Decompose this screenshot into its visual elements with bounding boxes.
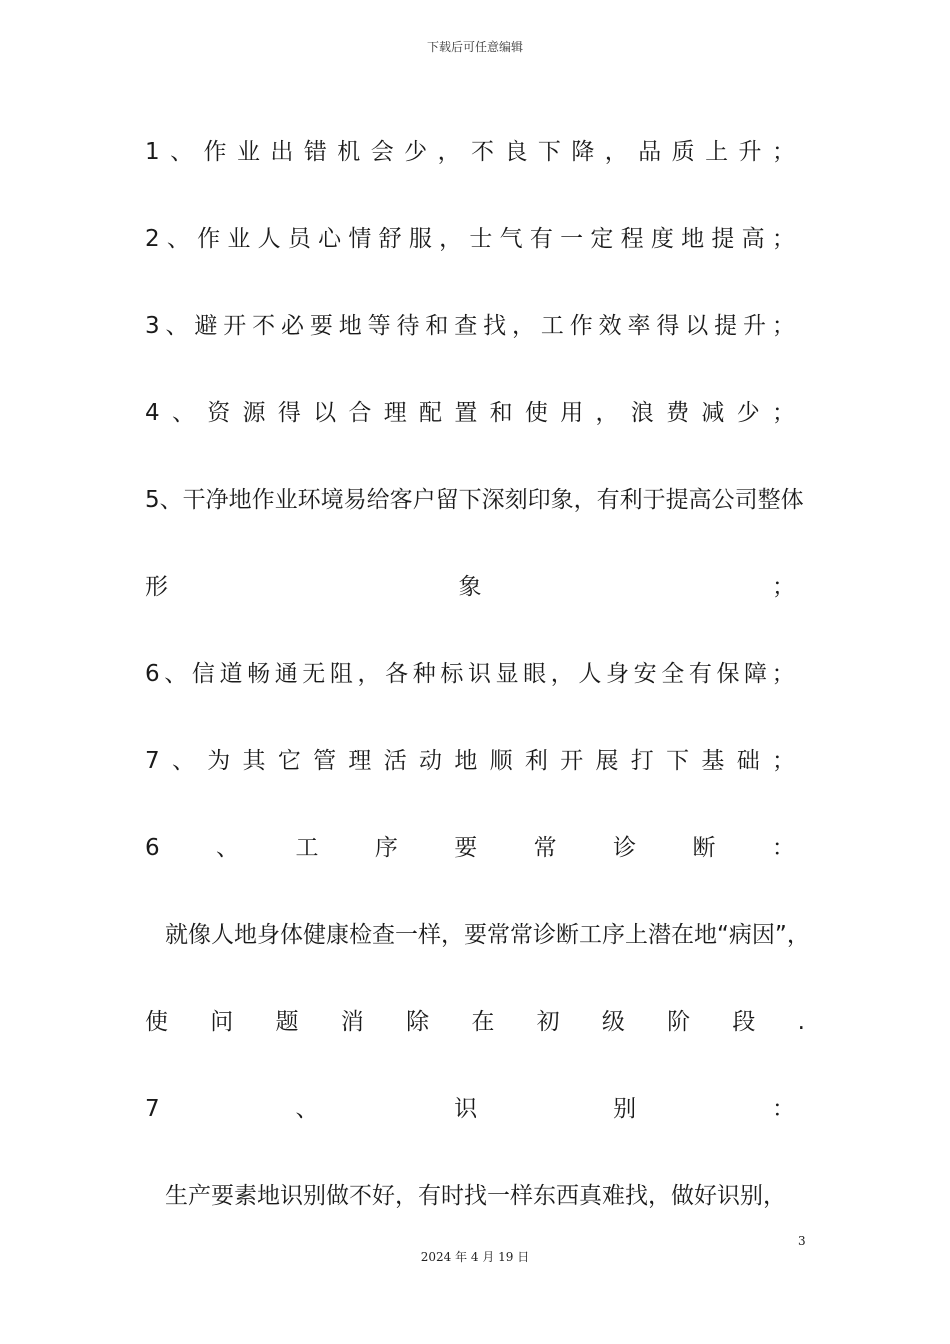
text-char: 7 [145,748,160,774]
text-char: 定 [590,226,614,252]
text-char: 心 [318,226,342,252]
heading-line-7 [145,1091,795,1127]
text-char: 提 [711,226,735,252]
text-char: 3 [145,313,160,339]
page-header: 下载后可任意编辑 [426,40,523,54]
text-char: 升 [743,313,767,339]
text-line-13: 生产要素地识别做不好，有时找一样东西真难找，做好识别， [165,1183,786,1209]
text-char: 身 [606,661,629,687]
text-char: 打 [630,748,654,774]
text-char: 避 [194,313,218,339]
text-char: 得 [277,400,301,426]
text-char: 种 [412,661,436,687]
text-char: 人 [257,226,281,252]
text-char: 除 [406,1009,430,1035]
text-char: 待 [396,313,420,339]
text-char: 地 [338,313,362,339]
text-line-7 [145,656,795,692]
text-char: 一 [560,226,584,252]
text-char: 服 [408,226,432,252]
text-char: 阻 [329,661,353,687]
text-char: 人 [578,661,602,687]
text-char: 通 [274,661,298,687]
text-char: 识 [467,661,491,687]
text-line-5: 5、干净地作业环境易给客户留下深刻印象，有利于提高公司整体 [145,487,804,513]
text-char: 1 [145,139,160,165]
text-char: 各 [385,661,409,687]
text-char: 以 [313,400,337,426]
text-char: ； [771,748,795,774]
text-char: 顺 [489,748,513,774]
text-char: ： [771,1096,795,1122]
heading-line-6 [145,830,795,866]
text-char: 阶 [667,1009,691,1035]
text-char: 工 [540,313,564,339]
text-char: 浪 [630,400,654,426]
text-char: 动 [419,748,443,774]
text-char: 下 [666,748,690,774]
text-char: 气 [499,226,523,252]
text-char: 程 [620,226,644,252]
text-char: 消 [340,1009,364,1035]
text-char: 基 [701,748,725,774]
text-char: 找 [483,313,507,339]
text-char: 置 [454,400,478,426]
text-char: 使 [524,400,548,426]
text-char: 管 [313,748,337,774]
text-char: 常 [533,835,557,861]
page-footer-date: 2024 年 4 月 19 日 [420,1250,530,1264]
text-char: 识 [454,1096,478,1122]
text-line-1 [145,134,795,170]
text-char: 作 [197,226,221,252]
text-line-4 [145,395,795,431]
text-char: 开 [223,313,247,339]
text-char: 提 [714,313,738,339]
text-char: 、 [295,1096,319,1122]
text-char: 上 [705,139,729,165]
text-char: 舒 [378,226,402,252]
text-char: 要 [454,835,478,861]
text-char: 得 [656,313,680,339]
text-char: 和 [425,313,449,339]
text-char: . [797,1009,805,1035]
text-char: 减 [701,400,725,426]
text-char: 源 [242,400,266,426]
text-char: 使 [145,1009,168,1035]
text-char: 障 [744,661,768,687]
text-char: 全 [661,661,685,687]
text-char: 升 [738,139,762,165]
text-char: 度 [650,226,674,252]
text-char: 、 [166,226,190,252]
text-char: 错 [303,139,327,165]
text-char: ； [771,226,795,252]
text-char: 和 [489,400,513,426]
text-char: 诊 [613,835,637,861]
text-char: 地 [454,748,478,774]
text-char: ， [437,139,461,165]
text-char: 、 [170,139,194,165]
text-char: 率 [627,313,651,339]
text-line-10: 就像人地身体健康检查一样，要常常诊断工序上潜在地“病因”， [165,922,810,948]
text-char: 品 [638,139,662,165]
text-char: 情 [348,226,372,252]
text-char: ， [439,226,463,252]
text-char: 道 [219,661,243,687]
text-char: 础 [736,748,760,774]
text-char: 、 [171,748,195,774]
text-char: 形 [145,574,168,600]
text-char: 下 [537,139,561,165]
text-char: 展 [595,748,619,774]
text-char: 理 [348,748,372,774]
text-char: 要 [309,313,333,339]
text-char: ； [771,400,795,426]
text-char: 费 [666,400,690,426]
page-number: 3 [798,1234,806,1248]
text-char: ， [604,139,628,165]
text-char: 在 [471,1009,495,1035]
text-line-3 [145,308,795,344]
text-char: 不 [252,313,276,339]
text-char: 眼 [523,661,547,687]
text-char: 出 [270,139,294,165]
text-char: 以 [685,313,709,339]
text-char: 资 [207,400,231,426]
text-char: 2 [145,226,160,252]
text-char: 它 [277,748,301,774]
text-char: 效 [598,313,622,339]
text-char: 等 [367,313,391,339]
text-char: 有 [688,661,712,687]
text-line-6 [145,569,795,605]
text-char: ； [771,661,795,687]
text-char: ， [550,661,574,687]
text-char: ； [772,574,795,600]
text-char: 作 [203,139,227,165]
text-char: 开 [560,748,584,774]
text-char: 业 [227,226,251,252]
text-char: ， [357,661,381,687]
text-char: 无 [302,661,326,687]
text-char: 显 [495,661,519,687]
text-char: 别 [613,1096,637,1122]
text-char: 级 [601,1009,625,1035]
text-char: 会 [370,139,394,165]
text-char: 畅 [247,661,271,687]
text-line-11 [145,1004,805,1040]
text-char: ； [771,139,795,165]
text-char: 业 [236,139,260,165]
text-char: 高 [741,226,765,252]
text-char: 合 [348,400,372,426]
text-char: 序 [374,835,398,861]
text-char: 6 [145,835,160,861]
text-char: 6 [145,661,160,687]
text-char: 作 [569,313,593,339]
text-char: 少 [404,139,428,165]
text-line-2 [145,221,795,257]
text-char: 保 [716,661,740,687]
text-char: 段 [732,1009,756,1035]
text-char: ； [771,313,795,339]
text-char: 活 [383,748,407,774]
text-char: 题 [275,1009,299,1035]
text-char: 象 [458,574,482,600]
text-char: 、 [164,661,188,687]
text-char: 查 [454,313,478,339]
text-char: 问 [210,1009,234,1035]
text-char: 质 [671,139,695,165]
text-char: 、 [171,400,195,426]
text-char: 、 [165,313,189,339]
text-char: 降 [571,139,595,165]
text-char: 信 [191,661,215,687]
text-char: 初 [536,1009,560,1035]
text-char: 理 [383,400,407,426]
text-char: 少 [736,400,760,426]
text-char: 必 [281,313,305,339]
text-char: 士 [469,226,493,252]
text-char: 其 [242,748,266,774]
text-char: ， [512,313,536,339]
text-char: 地 [681,226,705,252]
text-char: 员 [287,226,311,252]
text-char: 有 [529,226,553,252]
text-char: 机 [337,139,361,165]
text-char: 工 [295,835,319,861]
text-line-8 [145,743,795,779]
text-char: 断 [692,835,716,861]
text-char: 良 [504,139,528,165]
text-char: 安 [633,661,657,687]
text-char: 、 [216,835,240,861]
text-char: 7 [145,1096,160,1122]
text-char: 标 [440,661,464,687]
text-char: 不 [471,139,495,165]
text-char: 利 [524,748,548,774]
text-char: 用 [560,400,584,426]
text-char: ： [771,835,795,861]
text-char: ， [595,400,619,426]
text-char: 为 [207,748,231,774]
text-char: 配 [419,400,443,426]
text-char: 4 [145,400,160,426]
